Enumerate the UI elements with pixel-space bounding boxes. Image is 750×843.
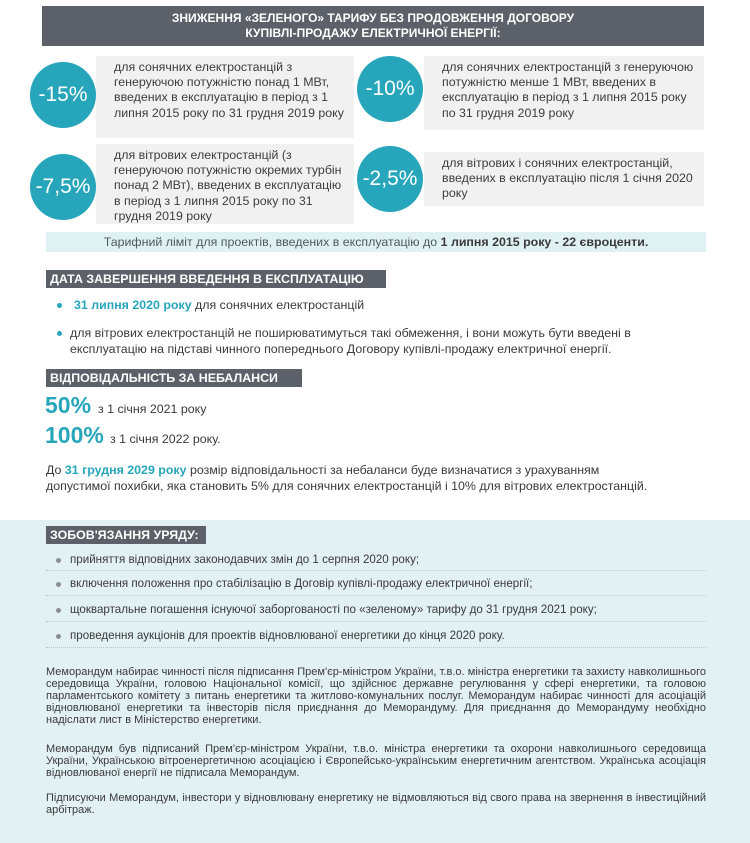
government-item-4: проведення аукціонів для проектів відновлюваної енергетики до кінця 2020 року. bbox=[70, 629, 505, 642]
divider bbox=[46, 570, 706, 571]
reduction-card-2 bbox=[424, 56, 704, 130]
divider bbox=[46, 647, 706, 648]
reduction-text: для сонячних електростанцій з генеруючою потужністю понад 1 МВт, введених в експлуатацію в період з 1 липня 2015 року по 31 грудня 2019 року bbox=[114, 60, 344, 120]
reduction-badge-1: -15% bbox=[30, 62, 96, 128]
title-line-1: ЗНИЖЕННЯ «ЗЕЛЕНОГО» ТАРИФУ БЕЗ ПРОДОВЖЕННЯ ДОГОВОРУ bbox=[171, 11, 575, 25]
memo-paragraph-3: Підписуючи Меморандум, інвестори у відновлювану енергетику не відмовляються від свого права на звернення в інвестиційний арбітраж. bbox=[46, 792, 706, 816]
reduction-badge-4: -2,5% bbox=[357, 146, 423, 212]
reduction-text: для вітрових і сонячних електростанцій, введених в експлуатацію після 1 січня 2020 року bbox=[442, 156, 693, 201]
commissioning-item-2 bbox=[70, 326, 710, 357]
government-item-3: щоквартальне погашення існуючої заборгованості по «зеленому» тарифу до 31 грудня 2021 року; bbox=[70, 603, 597, 616]
bullet-dot bbox=[56, 634, 61, 639]
reduction-card-1 bbox=[96, 56, 354, 138]
imbalance-pct-1: 50% bbox=[45, 392, 92, 418]
imbalance-note bbox=[46, 463, 712, 494]
reduction-badge-2: -10% bbox=[357, 56, 423, 122]
imbalance-note-line-2: допустимої похибки, яка становить 5% для сонячних електростанцій і 10% для вітрових електростанцій. bbox=[46, 478, 648, 493]
imbalance-note-date: 31 грудня 2029 року bbox=[64, 463, 187, 477]
imbalance-note-prefix: До bbox=[46, 463, 65, 477]
solar-deadline-text: для сонячних електростанцій bbox=[191, 298, 365, 312]
reduction-card-4 bbox=[424, 152, 704, 206]
memo-paragraph-2: Меморандум був підписаний Прем'єр-міністром України, т.в.о. міністра енергетики та охорони навколишнього середовища України, Українською вітроенергетичною асоціацією і Європейсько-українським енергетичним агентством. Українська асоціація відновлюваної енергії не підписала Меморандум. bbox=[46, 743, 706, 779]
commissioning-item-1 bbox=[74, 298, 364, 314]
imbalance-note-line-1: розмір відповідальності за небаланси буде визначатися з урахуванням bbox=[186, 463, 600, 477]
bullet-dot bbox=[56, 608, 61, 613]
tariff-limit-value: 1 липня 2015 року - 22 євроценти. bbox=[440, 235, 649, 249]
bullet-dot bbox=[57, 303, 62, 308]
tariff-limit-text: Тарифний ліміт для проектів, введених в експлуатацію до bbox=[103, 235, 441, 249]
imbalance-heading: ВІДПОВІДАЛЬНІСТЬ ЗА НЕБАЛАНСИ bbox=[46, 369, 302, 387]
tariff-limit-bar bbox=[46, 232, 706, 252]
title-line-2: КУПІВЛІ-ПРОДАЖУ ЕЛЕКТРИЧНОЇ ЕНЕРГІЇ: bbox=[245, 26, 501, 40]
page-title bbox=[42, 6, 704, 46]
bullet-dot bbox=[56, 558, 61, 563]
imbalance-pct-2: 100% bbox=[45, 422, 104, 448]
imbalance-pct-2-text: з 1 січня 2022 року. bbox=[110, 432, 221, 446]
government-item-2: включення положення про стабілізацію в Договір купівлі-продажу електричної енергії; bbox=[70, 577, 533, 590]
imbalance-pct-1-text: з 1 січня 2021 року bbox=[98, 402, 207, 416]
wind-note-line-2: експлуатацію на підставі чинного попереднього Договору купівлі-продажу електричної енергії. bbox=[70, 341, 612, 356]
divider bbox=[46, 595, 706, 596]
bullet-dot bbox=[56, 582, 61, 587]
reduction-text: для сонячних електростанцій з генеруючою потужністю менше 1 МВт, введених в експлуатацію в період з 1 липня 2015 року по 31 грудня 2019 року bbox=[442, 60, 694, 120]
solar-deadline: 31 липня 2020 року bbox=[74, 298, 192, 312]
government-item-1: прийняття відповідних законодавчих змін до 1 серпня 2020 року; bbox=[70, 553, 420, 566]
memo-paragraph-1: Меморандум набирає чинності після підписання Прем'єр-міністром України, т.в.о. міністра енергетики та захисту навколишнього середовища України, головою Національної комісії, що здійснює державне регулювання у сфері енергетики, та головою парламентського комітету з питань енергетики та житлово-комунальних послуг. Меморандум набирає чинності для асоціацій відновлюваної енергетики та інвесторів після приєднання до Меморандуму. Для приєднання до Меморандуму необхідно надіслати лист в Міністерство енергетики. bbox=[46, 666, 706, 726]
reduction-text: для вітрових електростанцій (з генеруючою потужністю окремих турбін понад 2 МВт), введених в експлуатацію в період з 1 липня 2015 року по 31 грудня 2019 року bbox=[114, 148, 342, 223]
reduction-badge-3: -7,5% bbox=[30, 154, 96, 220]
divider bbox=[46, 621, 706, 622]
bullet-dot bbox=[57, 331, 62, 336]
wind-note-line-1: для вітрових електростанцій не поширюватимуться такі обмеження, і вони можуть бути введені в bbox=[70, 326, 631, 340]
reduction-card-3 bbox=[96, 144, 354, 224]
commissioning-heading: ДАТА ЗАВЕРШЕННЯ ВВЕДЕННЯ В ЕКСПЛУАТАЦІЮ bbox=[46, 270, 386, 288]
government-heading: ЗОБОВ'ЯЗАННЯ УРЯДУ: bbox=[46, 526, 206, 544]
